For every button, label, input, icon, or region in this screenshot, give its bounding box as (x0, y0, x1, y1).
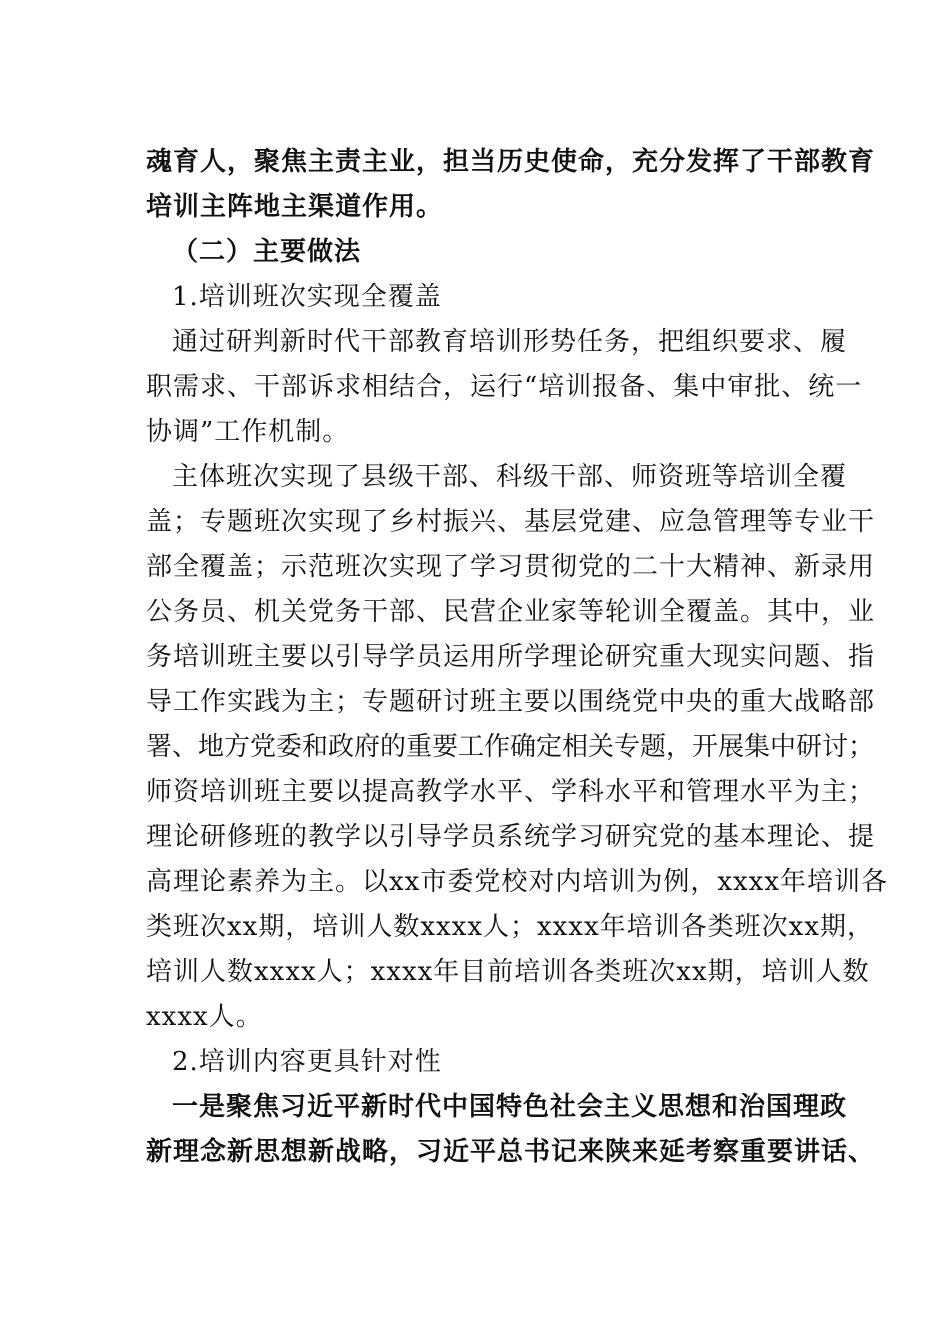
paragraph-line-16: 理论研修班的教学以引导学员系统学习研究党的基本理论、提 (146, 822, 876, 852)
paragraph-line-1: 魂育人，聚焦主责主业，担当历史使命，充分发挥了干部教育 (146, 147, 876, 177)
paragraph-line-12: 务培训班主要以引导学员运用所学理论研究重大现实问题、指 (146, 642, 876, 672)
paragraph-line-11: 公务员、机关党务干部、民营企业家等轮训全覆盖。其中，业 (146, 597, 876, 627)
paragraph-line-9: 盖；专题班次实现了乡村振兴、基层党建、应急管理等专业干 (146, 507, 876, 537)
section-heading: （二）主要做法 (172, 237, 362, 267)
paragraph-line-23: 新理念新思想新战略，习近平总书记来陕来延考察重要讲话、 (146, 1137, 876, 1167)
paragraph-line-13: 导工作实践为主；专题研讨班主要以围绕党中央的重大战略部 (146, 687, 876, 717)
paragraph-line-7: 协调”工作机制。 (146, 417, 350, 447)
paragraph-line-8: 主体班次实现了县级干部、科级干部、师资班等培训全覆 (172, 462, 848, 492)
paragraph-line-15: 师资培训班主要以提高教学水平、学科水平和管理水平为主； (146, 777, 876, 807)
paragraph-line-20: xxxx人。 (146, 1002, 263, 1032)
paragraph-line-17: 高理论素养为主。以xx市委党校对内培训为例，xxxx年培训各 (146, 867, 888, 897)
paragraph-line-6: 职需求、干部诉求相结合，运行“培训报备、集中审批、统一 (146, 372, 863, 402)
paragraph-line-2: 培训主阵地主渠道作用。 (146, 192, 444, 222)
paragraph-line-19: 培训人数xxxx人；xxxx年目前培训各类班次xx期，培训人数 (146, 957, 870, 987)
paragraph-line-22: 一是聚焦习近平新时代中国特色社会主义思想和治国理政 (172, 1092, 848, 1122)
paragraph-line-14: 署、地方党委和政府的重要工作确定相关专题，开展集中研讨； (146, 732, 875, 762)
subsection-heading-1: 1.培训班次实现全覆盖 (172, 282, 442, 312)
subsection-heading-2: 2.培训内容更具针对性 (172, 1047, 442, 1077)
paragraph-line-5: 通过研判新时代干部教育培训形势任务，把组织要求、履 (172, 327, 848, 357)
paragraph-line-18: 类班次xx期，培训人数xxxx人；xxxx年培训各类班次xx期， (146, 912, 874, 942)
paragraph-line-10: 部全覆盖；示范班次实现了学习贯彻党的二十大精神、新录用 (146, 552, 876, 582)
